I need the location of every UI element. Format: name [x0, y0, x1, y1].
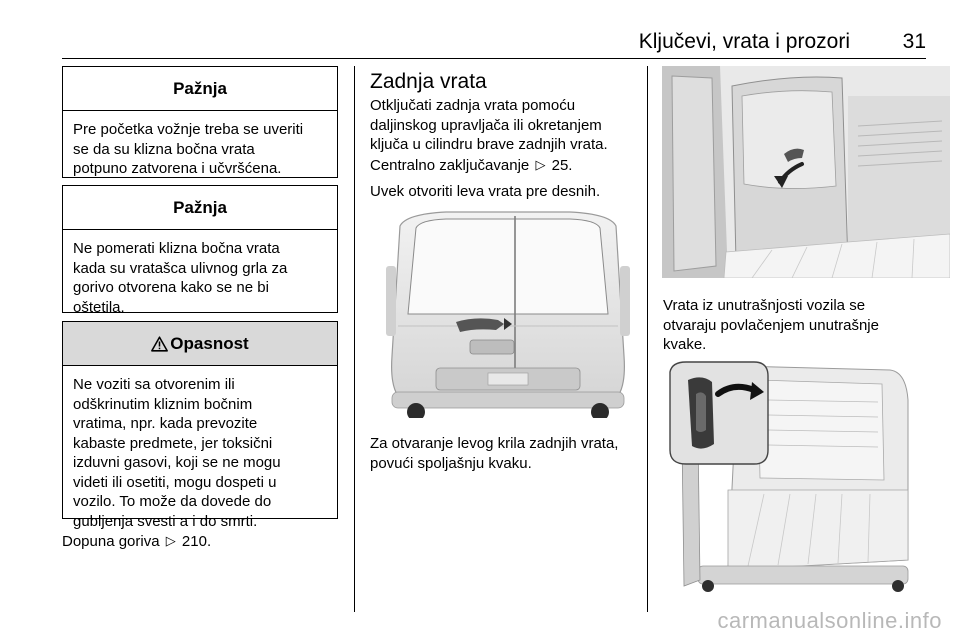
fuel-reference: [62, 532, 211, 552]
caption-line: povući spoljašnju kvaku.: [370, 454, 532, 472]
caption-exterior-handle: [370, 434, 618, 473]
section-title: Zadnja vrata: [370, 70, 487, 93]
page-header-title: Ključevi, vrata i prozori: [638, 30, 850, 53]
danger-line: gubljenja svesti a i do smrti.: [73, 512, 258, 530]
notice-body: [63, 230, 337, 325]
caption-line: Vrata iz unutrašnjosti vozila se: [663, 297, 866, 314]
paragraph-unlock: [370, 96, 608, 155]
notice-box-1: [62, 66, 338, 178]
notice-line: se da su klizna bočna vrata: [73, 140, 255, 158]
interior-door-handle-illustration: [662, 66, 950, 278]
danger-line: videti ili osetiti, mogu dospeti u: [73, 473, 277, 491]
danger-line: izduvni gasovi, koji se ne mogu: [73, 454, 281, 471]
paragraph-line: daljinskog upravljača ili okretanjem: [370, 116, 602, 134]
notice-heading: Pažnja: [63, 186, 337, 230]
page-reference-arrow-icon: ▷: [535, 157, 546, 172]
notice-line: potpuno zatvorena i učvršćena.: [73, 160, 282, 177]
fuel-reference-page[interactable]: 210.: [181, 533, 212, 550]
danger-heading-text: Opasnost: [170, 333, 249, 353]
page-reference-arrow-icon: ▷: [165, 533, 176, 548]
paragraph-line: Otključati zadnja vrata pomoću: [370, 97, 576, 114]
caption-line: Za otvaranje levog krila zadnjih vrata,: [370, 435, 619, 452]
footer-watermark[interactable]: carmanualsonline.info: [717, 608, 942, 633]
rear-doors-exterior-illustration: [386, 206, 630, 418]
notice-box-2: [62, 185, 338, 316]
danger-line: vozilo. To može da dovede do: [73, 493, 272, 510]
page-number: 31: [902, 30, 926, 53]
notice-heading: Pažnja: [63, 67, 337, 111]
danger-body: [63, 366, 337, 539]
danger-line: Ne voziti sa otvorenim ili: [73, 376, 235, 393]
caption-line: otvaraju povlačenjem unutrašnje: [663, 316, 879, 334]
notice-line: oštetila.: [73, 298, 125, 316]
caption-interior-handle: [663, 296, 879, 355]
notice-line: kada su vratašca ulivnog grla za: [73, 259, 288, 277]
paragraph-line: ključa u cilindru brave zadnjih vrata.: [370, 136, 608, 153]
header-rule: [62, 58, 926, 59]
central-lock-reference: [370, 156, 572, 176]
danger-line: vratima, npr. kada prevozite: [73, 415, 258, 432]
notice-line: gorivo otvorena kako se ne bi: [73, 279, 269, 296]
notice-body: [63, 111, 337, 187]
caption-line: kvake.: [663, 336, 707, 353]
notice-line: Pre početka vožnje treba se uveriti: [73, 121, 304, 138]
danger-heading: [63, 322, 337, 366]
column-divider-left: [354, 66, 355, 612]
danger-box: [62, 321, 338, 530]
column-divider-right: [647, 66, 648, 612]
open-rear-doors-illustration: [668, 360, 912, 592]
paragraph-left-first: Uvek otvoriti leva vrata pre desnih.: [370, 183, 601, 200]
notice-line: Ne pomerati klizna bočna vrata: [73, 240, 280, 257]
central-lock-text: Centralno zaključavanje: [370, 157, 530, 174]
fuel-reference-text: Dopuna goriva: [62, 533, 160, 550]
danger-line: kabaste predmete, jer toksični: [73, 434, 273, 452]
danger-line: odškrinutim kliznim bočnim: [73, 395, 253, 413]
warning-triangle-icon: [151, 336, 168, 352]
central-lock-page[interactable]: 25.: [551, 157, 573, 174]
